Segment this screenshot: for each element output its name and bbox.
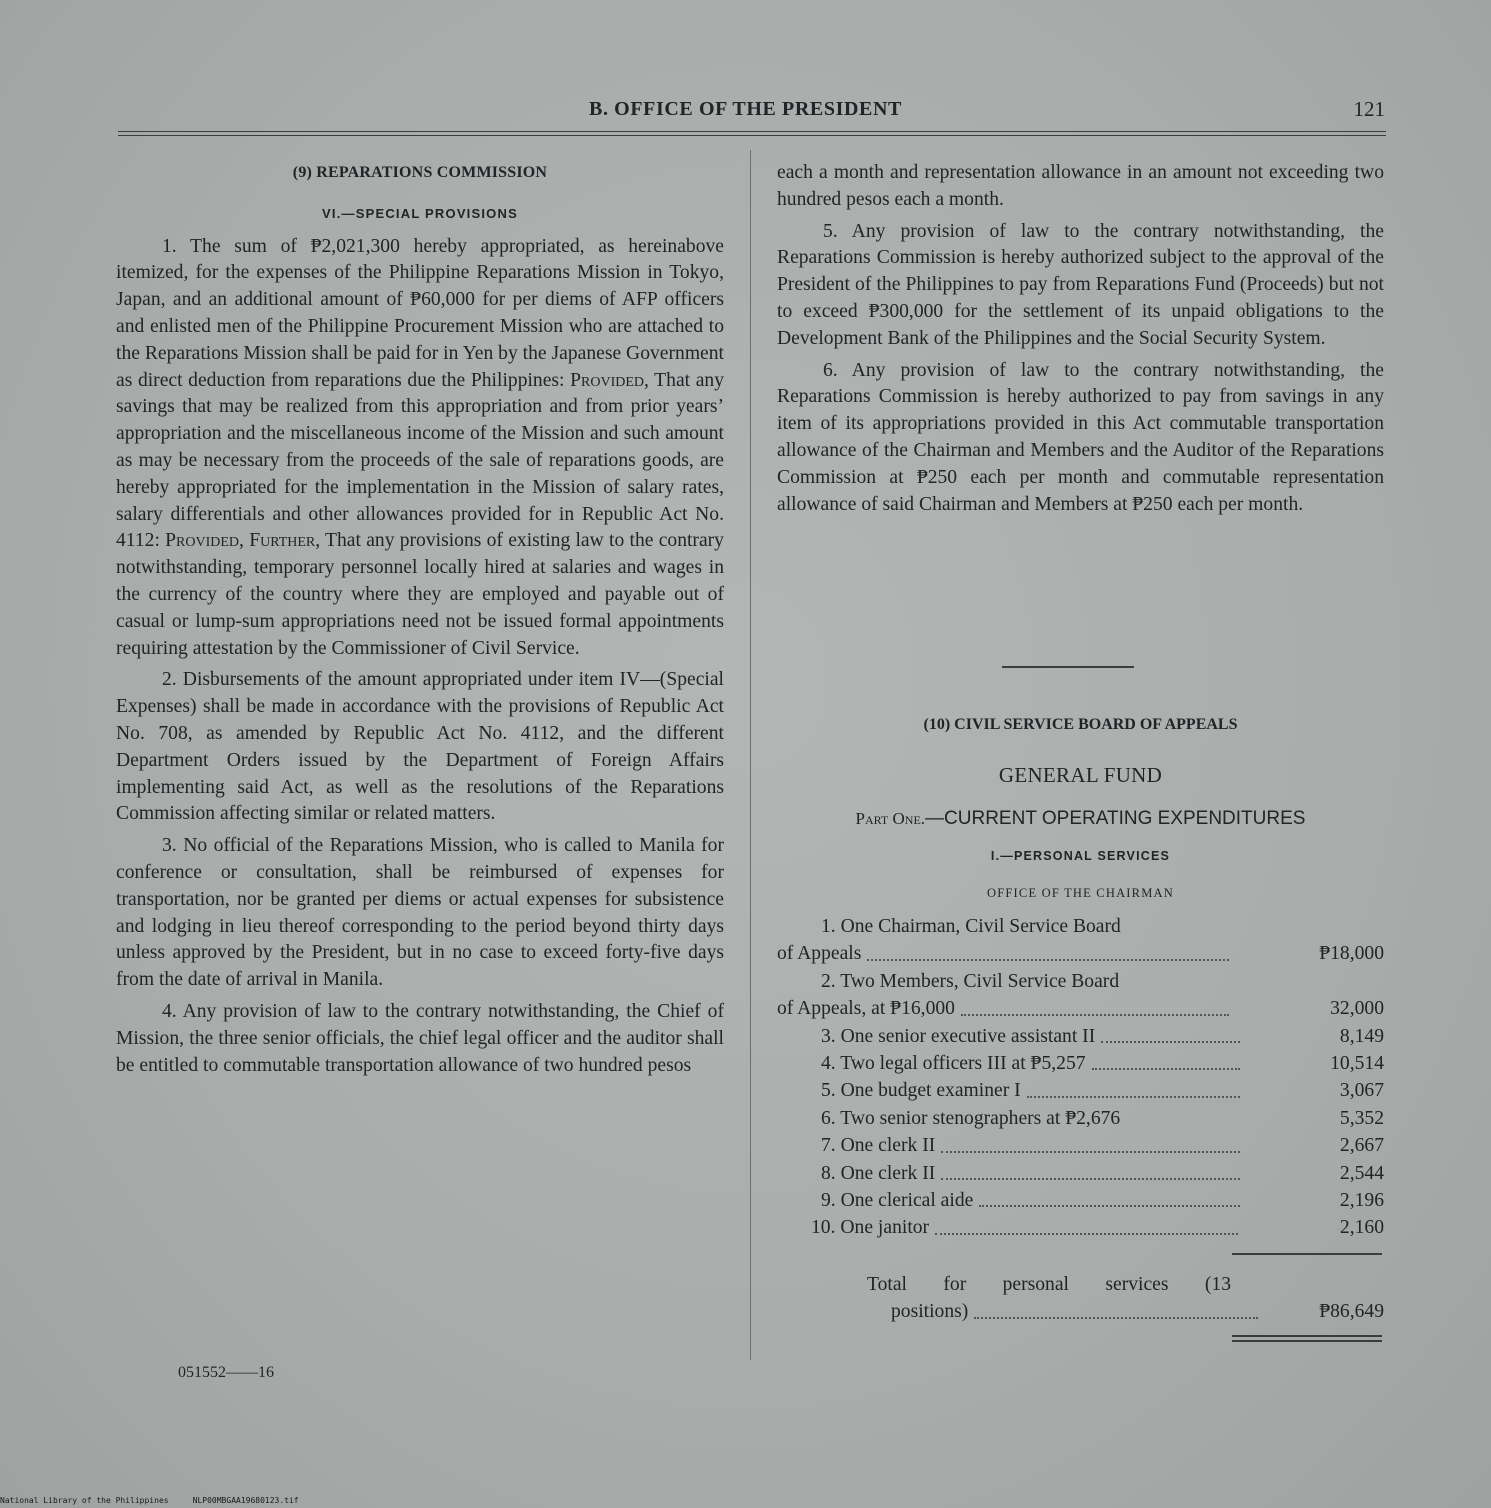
total-amount: ₱86,649 bbox=[1319, 1300, 1384, 1322]
provision-5: 5. Any provision of law to the contrary notwithstanding, the Reparations Commission is hereby authorized subject to the approval of the President of the Philippines to pay from Reparations Fund (Proceeds) but not to exceed ₱300,000 for the settlement of its unpaid obligations to the Development Bank of the Philippines and the Social Security System. bbox=[777, 220, 1384, 349]
header-rule-secondary bbox=[118, 135, 1386, 136]
item-amount: 2,160 bbox=[1339, 1217, 1384, 1239]
provision-4: 4. Any provision of law to the contrary notwithstanding, the Chief of Mission, the three senior officials, the chief legal officer and the auditor shall be entitled to commutable transportation allowance of two hundred pesos bbox=[116, 1000, 724, 1076]
item-amount: 5,352 bbox=[1339, 1107, 1384, 1129]
item-amount: 32,000 bbox=[1330, 998, 1384, 1020]
subtotal-rule bbox=[1232, 1253, 1382, 1255]
dot-leader bbox=[1101, 1023, 1240, 1043]
dot-leader bbox=[941, 1132, 1240, 1152]
item-amount: 2,667 bbox=[1339, 1135, 1384, 1157]
list-item: 5. One budget examiner I 3,067 bbox=[777, 1077, 1384, 1104]
office-heading: OFFICE OF THE CHAIRMAN bbox=[987, 886, 1174, 900]
dot-leader bbox=[979, 1187, 1240, 1207]
personal-services-heading: I.—PERSONAL SERVICES bbox=[990, 849, 1171, 863]
list-item: 6. Two senior stenographers at ₱2,676 5,352 bbox=[777, 1105, 1384, 1132]
list-item: of Appeals ₱18,000 bbox=[777, 940, 1384, 967]
dot-leader bbox=[867, 940, 1229, 960]
list-item: 10. One janitor 2,160 bbox=[777, 1214, 1384, 1241]
page-number: 121 bbox=[1353, 97, 1385, 121]
subsection-special-provisions: VI.—SPECIAL PROVISIONS bbox=[322, 205, 518, 221]
item-amount: ₱18,000 bbox=[1319, 943, 1384, 965]
dot-leader bbox=[1092, 1050, 1241, 1070]
appropriation-items bbox=[777, 913, 1384, 1242]
total-double-rule bbox=[1232, 1335, 1382, 1337]
fund-heading: GENERAL FUND bbox=[998, 763, 1163, 787]
list-item: 3. One senior executive assistant II 8,149 bbox=[777, 1023, 1384, 1050]
total-personal-services: Total for personal services (13 positions) ₱86,649 bbox=[777, 1272, 1384, 1326]
item-amount: 10,514 bbox=[1330, 1053, 1384, 1075]
list-item: 7. One clerk II 2,667 bbox=[777, 1132, 1384, 1159]
provision-6: 6. Any provision of law to the contrary notwithstanding, the Reparations Commission is hereby authorized to pay from savings in any item of its appropriations provided in this Act commutable transportation allowance of the Chairman and Members and the Auditor of the Reparations Commission at ₱250 each per month and commutable representation allowance of said Chairman and Members at ₱250 each per month. bbox=[777, 359, 1384, 515]
list-item: 8. One clerk II 2,544 bbox=[777, 1160, 1384, 1187]
item-amount: 2,544 bbox=[1339, 1162, 1384, 1184]
provision-1: 1. The sum of ₱2,021,300 hereby appropriated, as hereinabove itemized, for the expenses of the Philippine Reparations Mission in Tokyo, Japan, and an additional amount of ₱60,000 for per diems of AFP officers and enlisted men of the Philippine Procurement Mission who are attached to the Reparations Mission shall be paid for in Yen by the Japanese Government as direct deduction from reparations due the Philippines: Provided, That any savings that may be realized from this appropriation and from prior years’ appropriation and the miscellaneous income of the Mission and such amount as may be necessary from the proceeds of the sale of reparations goods, are hereby appropriated for the implementation in the Mission of salary rates, salary differentials and other allowances provided for in Republic Act No. 4112: Provided, Further, That any provisions of existing law to the contrary notwithstanding, temporary personnel locally hired at salaries and wages in the currency of the country where they are employed and payable out of casual or lump-sum appropriations need not be issued formal appointments requiring attestation by the Commissioner of Civil Service. bbox=[116, 235, 724, 659]
item-amount: 2,196 bbox=[1339, 1190, 1384, 1212]
dot-leader bbox=[1027, 1077, 1240, 1097]
header-rule bbox=[118, 131, 1386, 132]
dot-leader bbox=[974, 1299, 1257, 1319]
section-title-reparations: (9) REPARATIONS COMMISSION bbox=[292, 164, 548, 181]
part-heading: Part One.—CURRENT OPERATING EXPENDITURES bbox=[855, 808, 1306, 829]
list-item: 9. One clerical aide 2,196 bbox=[777, 1187, 1384, 1214]
item-amount: 8,149 bbox=[1339, 1025, 1384, 1047]
archive-caption: National Library of the Philippines NLP00MBGAA19680123.tif bbox=[0, 1496, 299, 1505]
provision-2: 2. Disbursements of the amount appropriated under item IV—(Special Expenses) shall be made in accordance with the provisions of Republic Act No. 708, as amended by Republic Act No. 4112, and the different Department Orders issued by the Department of Foreign Affairs implementing said Act, as well as the resolutions of the Reparations Commission affecting similar or related matters. bbox=[116, 669, 724, 825]
running-header-title: B. OFFICE OF THE PRESIDENT bbox=[589, 98, 902, 120]
section-separator-rule bbox=[1002, 666, 1134, 668]
dot-leader bbox=[941, 1160, 1240, 1180]
item-amount: 3,067 bbox=[1339, 1080, 1384, 1102]
left-column bbox=[116, 160, 724, 1079]
list-item: 1. One Chairman, Civil Service Board bbox=[821, 916, 1121, 937]
provision-3: 3. No official of the Reparations Mission, who is called to Manila for conference or consultation, shall be reimbursed of expenses for transportation, nor be granted per diems or actual expenses for subsistence and lodging in lieu thereof corresponding to the period beyond thirty days unless approved by the President, but in no case to exceed forty-five days from the date of arrival in Manila. bbox=[116, 835, 724, 991]
list-item: 2. Two Members, Civil Service Board bbox=[821, 970, 1120, 992]
dot-leader bbox=[935, 1214, 1237, 1234]
dot-leader bbox=[961, 995, 1229, 1015]
list-item: of Appeals, at ₱16,000 32,000 bbox=[777, 995, 1384, 1022]
list-item: 4. Two legal officers III at ₱5,257 10,514 bbox=[777, 1050, 1384, 1077]
section-title-civil-service: (10) CIVIL SERVICE BOARD OF APPEALS bbox=[923, 716, 1238, 733]
print-job-code: 051552——16 bbox=[178, 1364, 274, 1381]
right-column bbox=[777, 160, 1384, 518]
total-double-rule-lower bbox=[1232, 1340, 1382, 1342]
provision-4-continued: each a month and representation allowance in an amount not exceeding two hundred pesos each a month. bbox=[777, 162, 1384, 210]
column-divider bbox=[750, 150, 751, 1360]
